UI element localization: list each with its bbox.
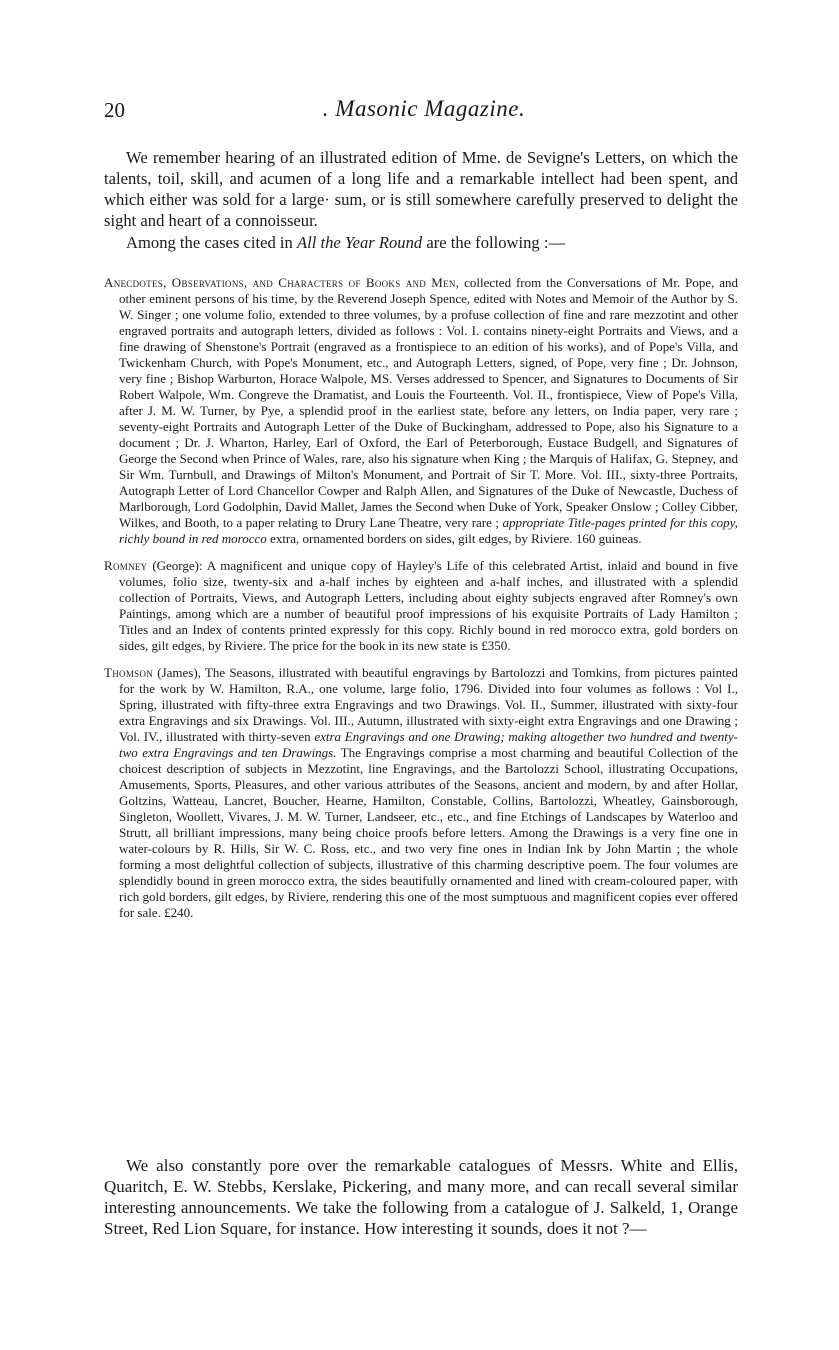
entry-heading: Romney <box>104 558 148 573</box>
entry-heading: Thomson <box>104 665 154 680</box>
catalogue-entries <box>104 275 738 932</box>
running-title: . Masonic Magazine. <box>322 96 526 121</box>
entry-body: collected from the Conversations of Mr. Pope, and other eminent persons of his time, by the Reverend Joseph Spence, edited with Notes and Memoir of the Author by S. W. Singer ; one volume folio, extended to three volumes, by a profuse collection of fine and rare mezzotint and other engraved portraits and autograph letters, divided as follows : Vol. I. contains ninety-eight Portraits and Views, and a fine drawing of Shenstone's Portrait (engraved as a frontispiece to an edition of his works), and of Pope's Villa, and Twickenham Church, with Pope's Monument, etc., and Autograph Letters, signed, of Pope, very fine ; Dr. Johnson, very fine ; Bishop Warburton, Horace Walpole, MS. Verses addressed to Spencer, and Signatures to Documents of Sir Robert Walpole, Wm. Congreve the Dramatist, and Louis the Fourteenth. Vol. II., frontispiece, View of Pope's Villa, after J. M. W. Turner, by Pye, a splendid proof in the earliest state, before any letters, on India paper, very rare ; seventy-eight Portraits and Autograph Letter of the Duke of Buckingham, addressed to Pope, also his Signature to a document ; Dr. J. Wharton, Harley, Earl of Oxford, the Earl of Peterborough, Eustace Budgell, and Signatures of George the Second when Prince of Wales, rare, also his signature when King ; the Marquis of Halifax, G. Stepney, and Sir Wm. Turnbull, and Drawings of Milton's Monument, and Portrait of Sir T. More. Vol. III., sixty-three Portraits, Autograph Letter of Lord Chancellor Cowper and Ralph Allen, and Signatures of the Duke of Newcastle, Duchess of Marlborough, Lord Godolphin, David Mallet, James the Second when Duke of York, Speaker Onslow ; Colley Cibber, Wilkes, and Booth, to a paper relating to Drury Lane Theatre, very rare ; <box>119 275 738 530</box>
lead-text-before: Among the cases cited in <box>126 233 297 252</box>
entry-italic: appropriate Title-pages printed for this copy, richly bound in red morocco <box>119 515 738 546</box>
page-header <box>104 98 744 128</box>
page-number: 20 <box>104 98 125 122</box>
entry-body: (George): A magnificent and unique copy of Hayley's Life of this celebrated Artist, inlaid and bound in five volumes, folio size, twenty-six and a-half inches by eighteen and a-half inches, and illustrated with a splendid collection of Portraits, Views, and Autograph Letters, including about eighty subjects engraved after Romney's own Paintings, among which are a number of beautiful proof impressions of his exquisite Portraits of Lady Hamilton ; Titles and an Index of contents printed expressly for this copy. Richly bound in red morocco extra, gold borders on sides, gilt edges, by Riviere. The price for the book in its new state is £350. <box>119 558 738 653</box>
catalogue-entry-thomson <box>104 665 738 921</box>
catalogue-entry-romney <box>104 558 738 654</box>
lead-periodical-title: All the Year Round <box>296 233 423 252</box>
intro-lead-in <box>104 232 738 253</box>
intro-section <box>104 147 738 253</box>
entry-body: (James), The Seasons, illustrated with beautiful engravings by Bartolozzi and Tomkins, from pictures painted for the work by W. Hamilton, R.A., one volume, large folio, 1796. Divided into four volumes as follows : Vol I., Spring, illustrated with fifty-three extra Engravings and two Drawings. Vol. II., Summer, illustrated with sixty-four extra Engravings and six Drawings. Vol. III., Autumn, illustrated with sixty-eight extra Engravings and one Drawing ; Vol. IV., illustrated with thirty-seven <box>119 665 738 744</box>
entry-heading: Anecdotes, Observations, and Characters of Books and Men, <box>104 275 460 290</box>
closing-paragraph: We also constantly pore over the remarkable catalogues of Messrs. White and Ellis, Quaritch, E. W. Stebbs, Kerslake, Pickering, and many more, and can recall several similar interesting announcements. We take the following from a catalogue of J. Salkeld, 1, Orange Street, Red Lion Square, for instance. How interesting it sounds, does it not ?— <box>104 1156 738 1238</box>
catalogue-entry-spence <box>104 275 738 547</box>
intro-paragraph: We remember hearing of an illustrated edition of Mme. de Sevigne's Letters, on which the talents, toil, skill, and acumen of a long life and a remarkable intellect had been spent, and which either was sold for a large· sum, or is still somewhere carefully preserved to delight the sight and heart of a connoisseur. <box>104 148 738 230</box>
lead-text-after: are the following :— <box>422 233 566 252</box>
entry-tail: extra, ornamented borders on sides, gilt edges, by Riviere. 160 guineas. <box>266 531 642 546</box>
entry-tail: The Engravings comprise a most charming and beautiful Collection of the choicest description of subjects in Mezzotint, line Engravings, and the Bartolozzi School, illustrating Occupations, Amusements, Sports, Pleasures, and other various attributes of the Seasons, ancient and modern, by and after Hollar, Goltzins, Watteau, Lancret, Boucher, Hearne, Hamilton, Constable, Collins, Bartolozzi, Wheatley, Gainsborough, Singleton, Woollett, Vivares, J. M. W. Turner, Landseer, etc., etc., and fine Etchings of Landscapes by Waterloo and Strutt, all brilliant impressions, many being choice proofs before letters. Among the Drawings is a very fine one in water-colours by R. Hills, Sir W. C. Ross, etc., and two very fine ones in Indian Ink by John Martin ; the whole forming a most delightful collection of subjects, illustrative of this charming descriptive poem. The four volumes are splendidly bound in green morocco extra, the sides beautifully ornamented and lined with cream-coloured paper, with rich gold borders, gilt edges, by Riviere, rendering this one of the most sumptuous and magnificent copies ever offered for sale. £240. <box>119 745 738 920</box>
entry-italic: extra Engravings and one Drawing; making altogether two hundred and twenty-two extra Engravings and ten Drawings. <box>119 729 738 760</box>
